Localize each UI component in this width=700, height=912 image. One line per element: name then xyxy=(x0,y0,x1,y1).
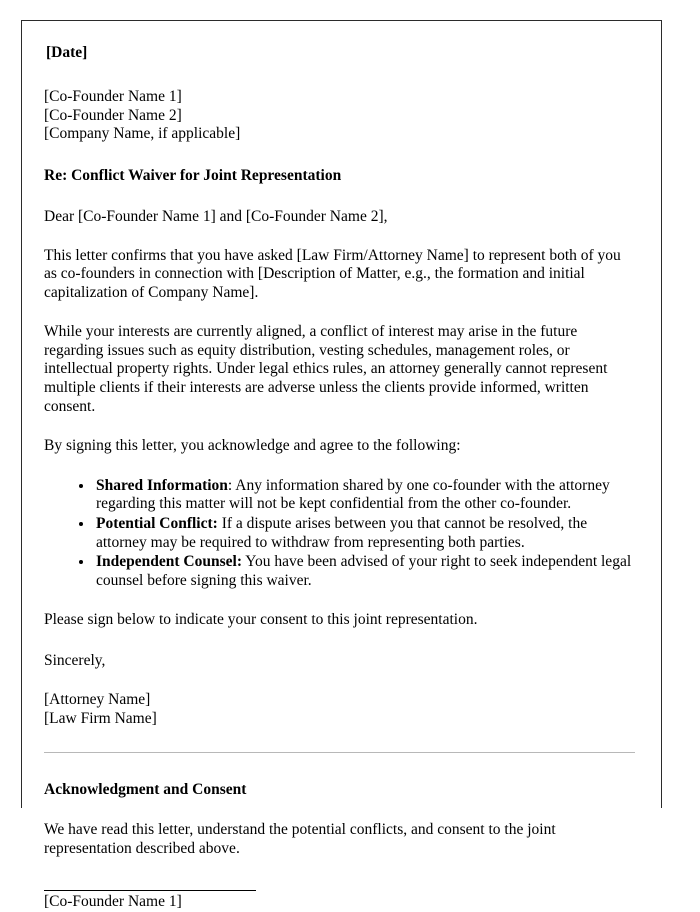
acknowledgment-body: We have read this letter, understand the potential conflicts, and consent to the joint representation described above. xyxy=(44,821,556,857)
attorney-signature-block xyxy=(44,691,635,728)
paragraph-engagement: This letter confirms that you have asked [Law Firm/Attorney Name] to represent both of you as co-founders in connection with [Description of Matter, e.g., the formation and initial capitalization of Company Name]. xyxy=(44,246,621,301)
section-divider xyxy=(44,752,635,753)
recipient-line: [Co-Founder Name 1] xyxy=(44,88,182,105)
acknowledgment-heading: Acknowledgment and Consent xyxy=(44,781,247,798)
paragraph-conflict-disclosure: While your interests are currently aligned, a conflict of interest may arise in the future regarding issues such as equity distribution, vesting schedules, management roles, or intellectual property rights. Under legal ethics rules, an attorney generally cannot represent multiple clients if their interests are adverse unless the clients provide informed, written consent. xyxy=(44,323,608,415)
term-text: If a dispute arises between you that cannot be resolved, the attorney may be required to withdraw from representing both parties. xyxy=(96,515,588,551)
attorney-name: [Attorney Name] xyxy=(44,691,151,708)
term-lead: Independent Counsel: xyxy=(96,553,242,571)
closing-request: Please sign below to indicate your consent to this joint representation. xyxy=(44,611,478,629)
sign-off: Sincerely, xyxy=(44,652,106,669)
recipient-line: [Company Name, if applicable] xyxy=(44,125,241,142)
term-text: : Any information shared by one co-founder with the attorney regarding this matter will not be kept confidential from the other co-founder. xyxy=(96,476,610,513)
list-item xyxy=(94,515,635,552)
recipient-address-block xyxy=(44,88,635,144)
signature-line xyxy=(44,890,256,891)
subject-line: Re: Conflict Waiver for Joint Representation xyxy=(44,166,342,184)
term-lead: Shared Information xyxy=(96,476,228,494)
list-item xyxy=(94,477,635,514)
page-content xyxy=(22,21,661,912)
cofounder-signature-label: [Co-Founder Name 1] xyxy=(44,893,182,911)
law-firm-name: [Law Firm Name] xyxy=(44,709,157,727)
salutation: Dear [Co-Founder Name 1] and [Co-Founder Name 2], xyxy=(44,207,388,225)
paragraph-agreement-intro: By signing this letter, you acknowledge and agree to the following: xyxy=(44,437,461,455)
list-item xyxy=(94,553,635,590)
term-text: You have been advised of your right to seek independent legal counsel before signing this waiver. xyxy=(96,553,632,589)
consent-signature-area xyxy=(44,890,635,912)
date-placeholder: [Date] xyxy=(46,44,88,61)
term-lead: Potential Conflict: xyxy=(96,515,218,533)
recipient-line: [Co-Founder Name 2] xyxy=(44,106,182,124)
terms-list xyxy=(44,477,635,591)
letter-page xyxy=(21,20,662,911)
